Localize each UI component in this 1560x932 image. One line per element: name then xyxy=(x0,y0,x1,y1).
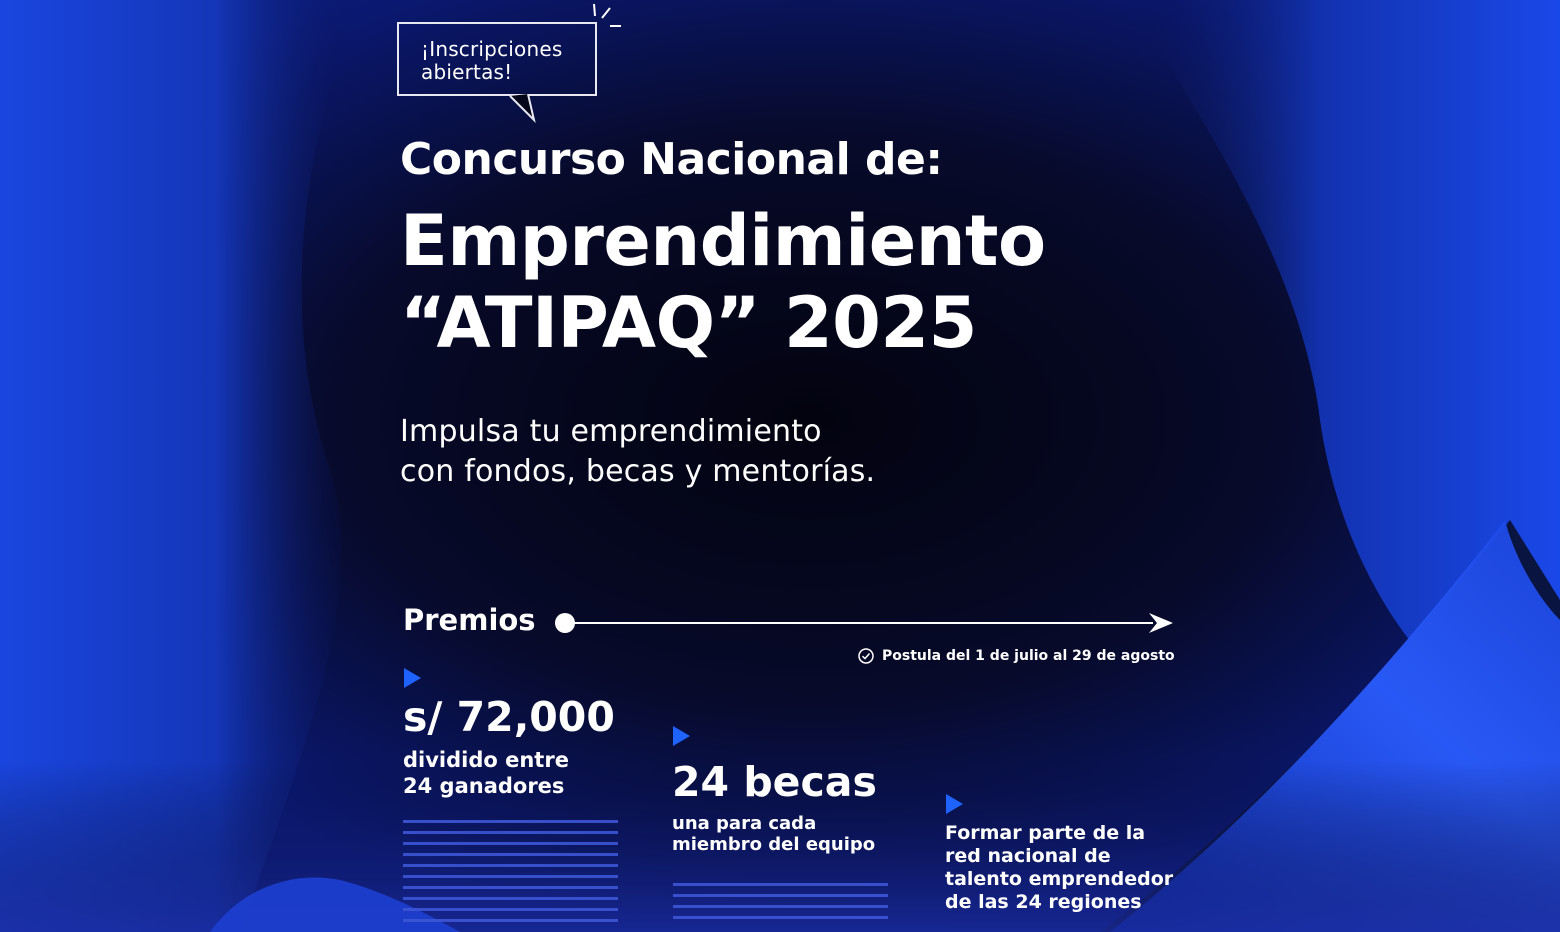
deadline-text: Postula del 1 de julio al 29 de agosto xyxy=(882,648,1175,664)
prize-network: Formar parte de la red nacional de talento emprendedor de las 24 regiones xyxy=(945,822,1174,913)
badge-text: ¡Inscripciones abiertas! xyxy=(421,37,563,84)
play-bullet-icon xyxy=(946,794,963,814)
prize-amount: s/ 72,000 xyxy=(403,693,615,741)
prizes-heading: Premios xyxy=(403,603,536,637)
arrow-right-icon xyxy=(553,608,1177,638)
bubble-tail-icon xyxy=(508,94,538,124)
decorative-stripes xyxy=(403,820,618,930)
deadline-note xyxy=(858,648,1175,664)
prize-description: una para cada miembro del equipo xyxy=(672,813,876,855)
prize-scholarships: 24 becas xyxy=(672,758,877,806)
play-bullet-icon xyxy=(673,726,690,746)
prize-description: dividido entre 24 ganadores xyxy=(403,748,569,798)
contest-kicker: Concurso Nacional de: xyxy=(400,134,943,185)
tagline: Impulsa tu emprendimiento con fondos, becas y mentorías. xyxy=(400,414,876,489)
check-circle-icon xyxy=(858,648,874,664)
contest-title: Emprendimiento “ATIPAQ” 2025 xyxy=(400,200,1046,364)
play-bullet-icon xyxy=(404,668,421,688)
registration-badge xyxy=(397,22,597,96)
decorative-stripes xyxy=(673,883,888,927)
sparkle-icon xyxy=(588,2,624,30)
